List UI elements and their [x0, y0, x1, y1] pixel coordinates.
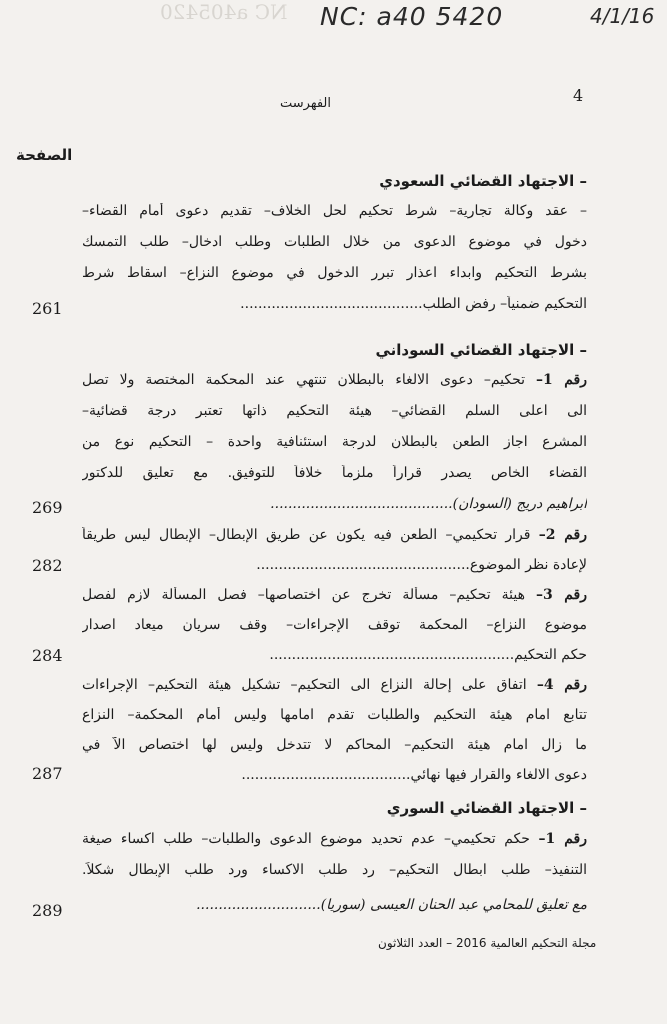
entry-line: التحكيم ضمنياً– رفض الطلب.........................................: [240, 296, 587, 312]
entry-line: رقم 4– اتفاق على إحالة النزاع الى التحكيم– تشكيل هيئة التحكيم– الإجراءات: [82, 677, 587, 693]
entry-line: رقم 2– قرار تحكيمي– الطعن فيه يكون عن طريق الإبطال– الإبطال ليس طريقاً: [82, 527, 587, 543]
entry-line: – عقد وكالة تجارية– شرط تحكيم لحل الخلاف– تقديم دعوى أمام القضاء–: [82, 203, 587, 219]
entry-number: رقم 4–: [536, 677, 587, 693]
entry-line: التنفيذ– طلب ابطال التحكيم– رد طلب الاكساء ورد طلب الإبطال شكلاً.: [82, 862, 587, 878]
bleed-through-text: NC a405420: [160, 0, 288, 24]
entry-line: الى اعلى السلم القضائي– هيئة التحكيم ذاتها تعتبر درجة قضائية–: [82, 403, 587, 419]
handwritten-code: NC: a40 5420: [320, 2, 504, 31]
toc-page-ref: 287: [32, 764, 63, 783]
entry-line: رقم 1– تحكيم– دعوى الالغاء بالبطلان تنتهي عند المحكمة المختصة ولا تصل: [82, 372, 587, 388]
toc-page-ref: 289: [32, 901, 63, 920]
entry-line: ابراهيم دريج (السودان).........................................: [270, 496, 587, 512]
entry-number: رقم 1–: [538, 831, 587, 847]
entry-number: رقم 2–: [538, 527, 587, 543]
entry-line: رقم 1– حكم تحكيمي– عدم تحديد موضوع الدعوى والطلبات– طلب اكساء صيغة: [82, 831, 587, 847]
entry-number: رقم 3–: [536, 587, 587, 603]
entry-line: رقم 3– هيئة تحكيم– مسألة تخرج عن اختصاصها– فصل المسألة لازم لفصل: [82, 587, 587, 603]
entry-line: المشرع اجاز الطعن بالبطلان لدرجة استئنافية واحدة – التحكيم نوع من: [82, 434, 587, 450]
entry-line: موضوع النزاع– المحكمة توقف الإجراءات– وقف سريان ميعاد اصدار: [82, 617, 587, 633]
toc-page-ref: 284: [32, 646, 63, 665]
toc-page-ref: 269: [32, 498, 63, 517]
handwritten-folio: 4/1/16: [590, 4, 655, 28]
entry-line: تتابع امام هيئة التحكيم والطلبات تقدم امامها وليس أمام المحكمة– النزاع: [82, 707, 587, 723]
entry-line: دخول في موضوع الدعوى من خلال الطلبات وطلب ادخال– طلب التمسك: [82, 234, 587, 250]
entry-line: حكم التحكيم.......................................................: [269, 647, 587, 663]
entry-line: دعوى الالغاء والقرار فيها نهائي......................................: [241, 767, 587, 783]
section-heading-sudan: – الاجتهاد القضائي السوداني: [375, 341, 587, 359]
entry-line: ما زال امام هيئة التحكيم– المحاكم لا تتدخل وليس لها اختصاص الاّ في: [82, 737, 587, 753]
section-heading-saudi: – الاجتهاد القضائي السعودي: [379, 172, 587, 190]
entry-line: القضاء الخاص يصدر قراراً ملزماً خلافاً للتوفيق. مع تعليق للدكتور: [82, 465, 587, 481]
entry-line: مع تعليق للمحامي عبد الحنان العيسى (سوريا)............................: [196, 897, 587, 913]
toc-page-ref: 261: [32, 299, 63, 318]
entry-line: لإعادة نظر الموضوع................................................: [256, 557, 587, 573]
toc-page-ref: 282: [32, 556, 63, 575]
journal-footer: مجلة التحكيم العالمية 2016 – العدد الثلاثون: [378, 936, 597, 950]
page-title: الفهرست: [280, 96, 331, 111]
entry-number: رقم 1–: [536, 372, 587, 388]
entry-line: بشرط التحكيم وابداء اعذار تبرر الدخول في موضوع النزاع– اسقاط شرط: [82, 265, 587, 281]
page-column-label: الصفحة: [16, 146, 73, 164]
section-heading-syria: – الاجتهاد القضائي السوري: [386, 799, 587, 817]
page-number: 4: [573, 86, 584, 105]
